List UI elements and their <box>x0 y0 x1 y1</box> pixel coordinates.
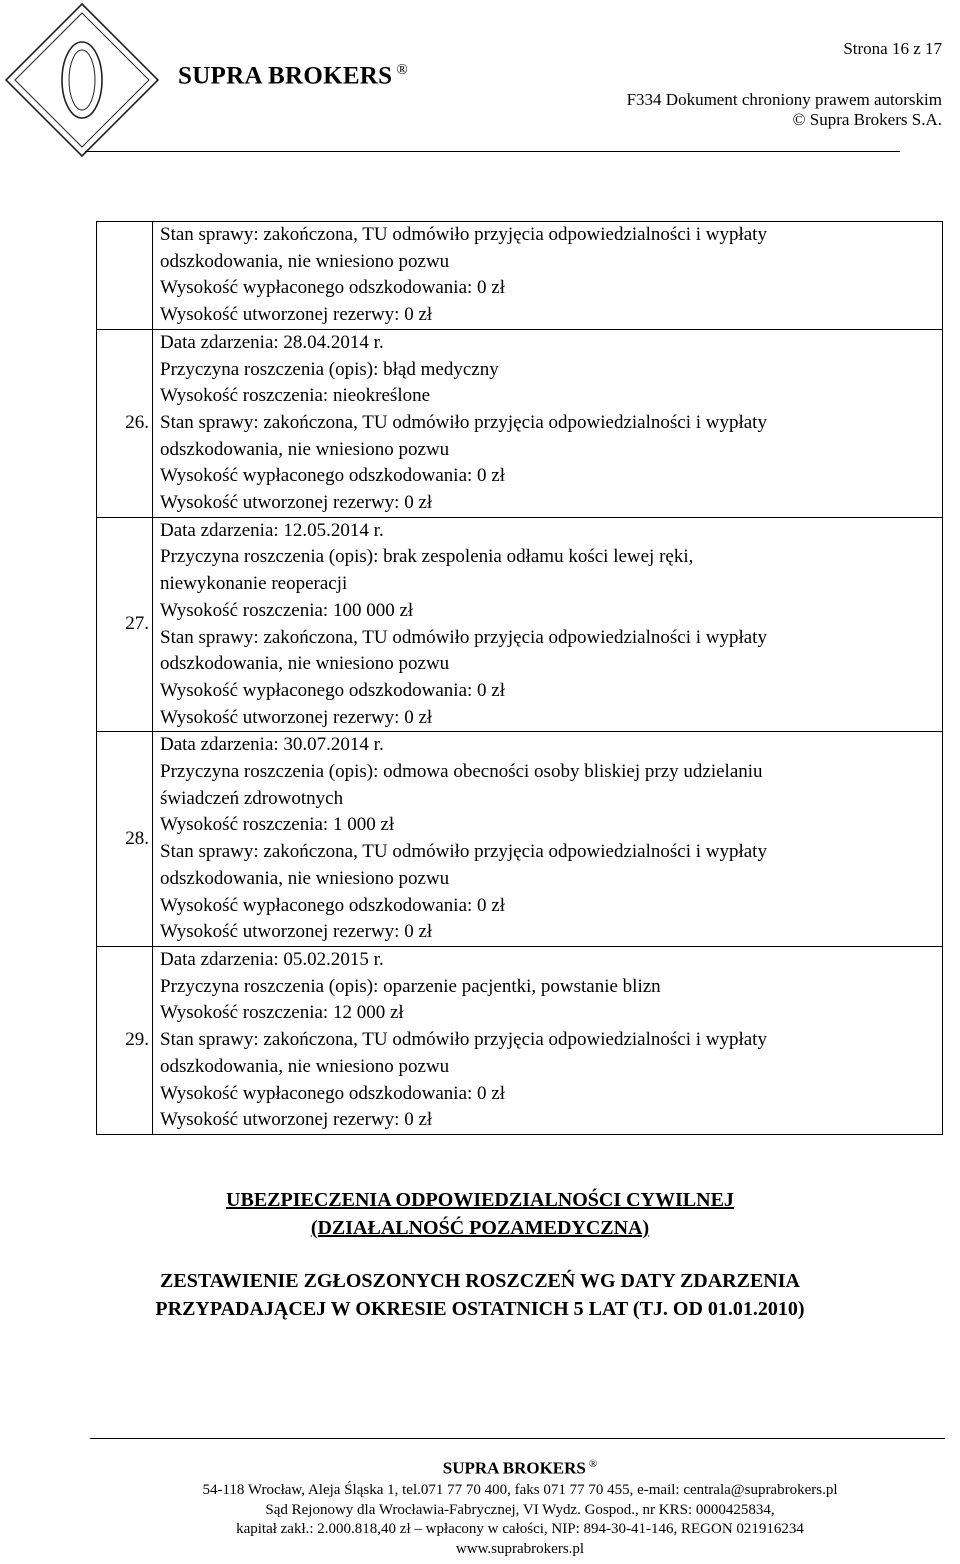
claim-detail-line: Data zdarzenia: 28.04.2014 r. <box>160 331 384 353</box>
claim-detail-line: Wysokość roszczenia: 1 000 zł <box>160 814 395 836</box>
page-number: Strona 16 z 17 <box>843 39 942 58</box>
claim-details <box>153 517 943 732</box>
claim-detail-line: Wysokość wypłaconego odszkodowania: 0 zł <box>160 1082 505 1104</box>
claim-detail-line: Przyczyna roszczenia (opis): brak zespolenia odłamu kości lewej ręki, <box>160 546 694 568</box>
claim-details <box>153 946 943 1134</box>
section-subheading <box>0 1267 960 1323</box>
footer-court-registration: Sąd Rejonowy dla Wrocławia-Fabrycznej, VI Wydz. Gospod., nr KRS: 0000425834, <box>265 1502 775 1518</box>
footer-brand: SUPRA BROKERS ® <box>442 1458 598 1478</box>
claim-detail-line: Wysokość utworzonej rezerwy: 0 zł <box>160 1109 433 1131</box>
footer-address: 54-118 Wrocław, Aleja Śląska 1, tel.071 77 70 400, faks 071 77 70 455, e-mail: centrala@suprabrokers.pl <box>202 1482 838 1498</box>
registered-mark: ® <box>396 62 409 78</box>
claim-detail-line: Stan sprawy: zakończona, TU odmówiło przyjęcia odpowiedzialności i wypłaty <box>160 411 767 433</box>
claim-number: 26. <box>97 329 153 517</box>
claim-detail-line: odszkodowania, nie wniesiono pozwu <box>160 438 450 460</box>
claim-detail-line: niewykonanie reoperacji <box>160 573 348 595</box>
claim-detail-line: Wysokość roszczenia: 12 000 zł <box>160 1002 404 1024</box>
header-divider <box>85 151 900 152</box>
claim-detail-line: Wysokość utworzonej rezerwy: 0 zł <box>160 304 433 326</box>
footer-capital-info: kapitał zakł.: 2.000.818,40 zł – wpłacony w całości, NIP: 894-30-41-146, REGON 021916234 <box>236 1521 804 1537</box>
claim-details <box>153 329 943 517</box>
claim-detail-line: Stan sprawy: zakończona, TU odmówiło przyjęcia odpowiedzialności i wypłaty <box>160 626 767 648</box>
claim-detail-line: odszkodowania, nie wniesiono pozwu <box>160 867 450 889</box>
claim-number: 28. <box>97 732 153 947</box>
claim-detail-line: Wysokość roszczenia: 100 000 zł <box>160 599 414 621</box>
claim-detail-line: Data zdarzenia: 12.05.2014 r. <box>160 519 384 541</box>
section-subheading-line: ZESTAWIENIE ZGŁOSZONYCH ROSZCZEŃ WG DATY ZDARZENIA <box>160 1270 800 1292</box>
claim-detail-line: Stan sprawy: zakończona, TU odmówiło przyjęcia odpowiedzialności i wypłaty <box>160 224 767 245</box>
claim-detail-line: odszkodowania, nie wniesiono pozwu <box>160 653 450 675</box>
section-subheading-line: PRZYPADAJĄCEJ W OKRESIE OSTATNICH 5 LAT (TJ. OD 01.01.2010) <box>155 1298 805 1320</box>
claim-row <box>97 329 943 517</box>
claim-detail-line: Wysokość wypłaconego odszkodowania: 0 zł <box>160 277 505 299</box>
claim-detail-line: Przyczyna roszczenia (opis): błąd medyczny <box>160 358 499 380</box>
section-heading-line: UBEZPIECZENIA ODPOWIEDZIALNOŚCI CYWILNEJ <box>226 1189 734 1211</box>
claim-detail-line: Wysokość roszczenia: nieokreślone <box>160 385 431 407</box>
claim-row <box>97 222 943 330</box>
claim-detail-line: Wysokość wypłaconego odszkodowania: 0 zł <box>160 465 505 487</box>
registered-mark: ® <box>588 1458 598 1470</box>
claim-row <box>97 517 943 732</box>
claim-number: 27. <box>97 517 153 732</box>
claim-detail-line: Przyczyna roszczenia (opis): odmowa obecności osoby bliskiej przy udzielaniu <box>160 761 763 783</box>
claim-detail-line: odszkodowania, nie wniesiono pozwu <box>160 250 450 272</box>
claim-detail-line: Wysokość wypłaconego odszkodowania: 0 zł <box>160 894 505 916</box>
claim-row <box>97 732 943 947</box>
supra-brokers-logo-icon <box>2 0 162 160</box>
claim-detail-line: Wysokość wypłaconego odszkodowania: 0 zł <box>160 679 505 701</box>
claim-detail-line: Stan sprawy: zakończona, TU odmówiło przyjęcia odpowiedzialności i wypłaty <box>160 841 767 863</box>
claim-number <box>97 222 153 330</box>
claim-row <box>97 946 943 1134</box>
claim-detail-line: Wysokość utworzonej rezerwy: 0 zł <box>160 706 433 728</box>
copyright-owner: © Supra Brokers S.A. <box>792 110 942 129</box>
section-heading-line: (DZIAŁALNOŚĆ POZAMEDYCZNA) <box>310 1217 650 1239</box>
claim-detail-line: Przyczyna roszczenia (opis): oparzenie pacjentki, powstanie blizn <box>160 975 661 997</box>
claim-detail-line: Data zdarzenia: 30.07.2014 r. <box>160 734 384 756</box>
claim-details <box>153 222 943 330</box>
claim-detail-line: Wysokość utworzonej rezerwy: 0 zł <box>160 492 433 514</box>
section-heading <box>0 1186 960 1242</box>
header-brand: SUPRA BROKERS ® <box>178 62 409 90</box>
claim-detail-line: świadczeń zdrowotnych <box>160 787 344 809</box>
footer-divider <box>90 1438 945 1439</box>
claims-table <box>96 221 943 1135</box>
claim-number: 29. <box>97 946 153 1134</box>
claim-detail-line: odszkodowania, nie wniesiono pozwu <box>160 1055 450 1077</box>
copyright-notice: F334 Dokument chroniony prawem autorskim <box>626 90 942 109</box>
claim-details <box>153 732 943 947</box>
footer-website: www.suprabrokers.pl <box>455 1541 585 1557</box>
claim-detail-line: Stan sprawy: zakończona, TU odmówiło przyjęcia odpowiedzialności i wypłaty <box>160 1029 767 1051</box>
claim-detail-line: Data zdarzenia: 05.02.2015 r. <box>160 948 384 970</box>
claim-detail-line: Wysokość utworzonej rezerwy: 0 zł <box>160 921 433 943</box>
